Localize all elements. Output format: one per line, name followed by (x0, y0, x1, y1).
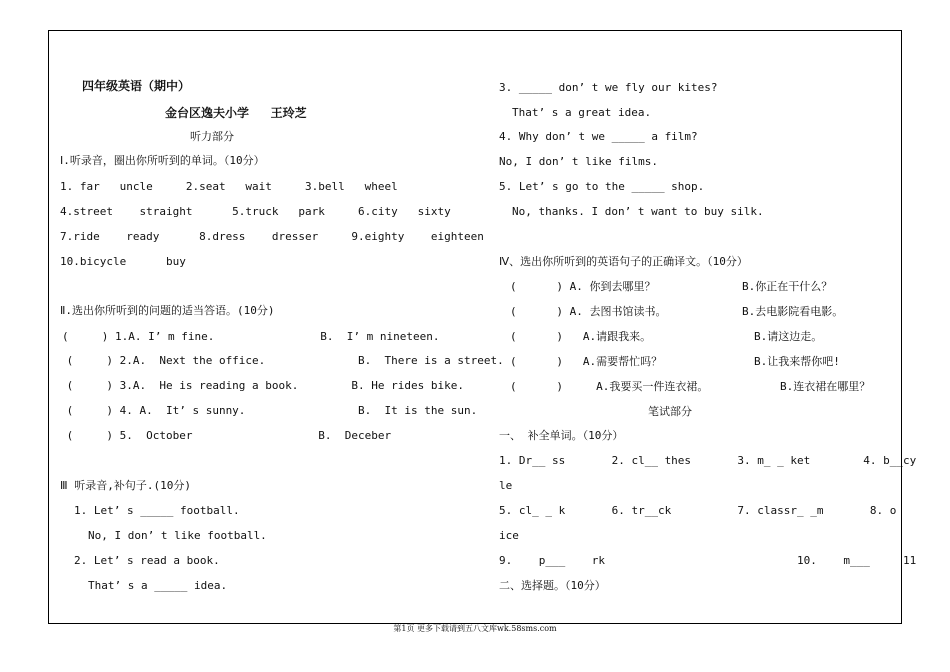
sec2-row: ( ) 2.A. Next the office. B. There is a street. (60, 354, 504, 367)
sec4-row-a: ( ) A.我要买一件连衣裙。 (510, 380, 709, 393)
sec3-row: No, I don’ t like films. (499, 155, 658, 168)
written-sec2-instruction: 二、选择题。（10分） (499, 579, 606, 592)
written-sec1-row: 9. p___ rk 10. m___ 11 (499, 554, 917, 567)
doc-title: 四年级英语（期中） (82, 79, 191, 93)
school-author: 金台区逸夫小学 王玲芝 (165, 106, 307, 120)
sec3-row: 2. Let’ s read a book. (74, 554, 220, 567)
sec4-row-a: ( ) A. 你到去哪里？ (510, 280, 656, 293)
sec1-instruction: Ⅰ.听录音，圈出你所听到的单词。（10分） (60, 154, 265, 167)
sec1-row: 7.ride ready 8.dress dresser 9.eighty eighteen (60, 230, 484, 243)
written-sec1-row: 5. cl_ _ k 6. tr__ck 7. classr_ _m 8. o (499, 504, 897, 517)
page-footer: 第1页 更多下载请到五八文库wk.58sms.com (393, 624, 557, 633)
sec2-row: ( ) 3.A. He is reading a book. B. He rides bike. (60, 379, 464, 392)
sec2-instruction: Ⅱ.选出你所听到的问题的适当答语。(10分) (60, 304, 275, 317)
sec3-row: That’ s a great idea. (512, 106, 652, 119)
sec2-row: ( ) 1.A. I’ m fine. B. I’ m nineteen. (62, 330, 440, 343)
listening-heading: 听力部分 (190, 130, 234, 143)
sec4-row-b: B.去电影院看电影。 (742, 305, 844, 318)
sec4-row-b: B.让我来帮你吧! (754, 355, 840, 368)
written-sec1-row: ice (499, 529, 519, 542)
written-sec1-row: le (499, 479, 513, 492)
sec3-instruction: Ⅲ 听录音,补句子.(10分) (60, 479, 191, 492)
sec4-row-a: ( ) A.请跟我来。 (510, 330, 652, 343)
sec4-row-b: B.你正在干什么？ (742, 280, 833, 293)
sec2-row: ( ) 5. October B. Deceber (60, 429, 392, 442)
sec3-row: 3. _____ don’ t we fly our kites? (499, 81, 718, 94)
sec4-instruction: Ⅳ、选出你所听到的英语句子的正确译文。（10分） (499, 255, 748, 268)
sec2-row: ( ) 4. A. It’ s sunny. B. It is the sun. (60, 404, 478, 417)
sec4-row-b: B.连衣裙在哪里？ (780, 380, 871, 393)
sec3-row: That’ s a _____ idea. (88, 579, 228, 592)
sec4-row-a: ( ) A. 去图书馆读书。 (510, 305, 667, 318)
written-sec1-row: 1. Dr__ ss 2. cl__ thes 3. m_ _ ket 4. b__cy (499, 454, 917, 467)
sec1-row: 1. far uncle 2.seat wait 3.bell wheel (60, 180, 398, 193)
sec4-row-a: ( ) A.需要帮忙吗？ (510, 355, 663, 368)
sec3-row: 1. Let’ s _____ football. (74, 504, 240, 517)
sec3-row: 4. Why don’ t we _____ a film? (499, 130, 698, 143)
written-sec1-instruction: 一、 补全单词。（10分） (499, 429, 624, 442)
sec3-row: No, I don’ t like football. (88, 529, 267, 542)
sec3-row: 5. Let’ s go to the _____ shop. (499, 180, 705, 193)
sec3-row: No, thanks. I don’ t want to buy silk. (512, 205, 764, 218)
sec1-row: 10.bicycle buy (60, 255, 186, 268)
sec1-row: 4.street straight 5.truck park 6.city sixty (60, 205, 451, 218)
written-heading: 笔试部分 (648, 405, 692, 418)
sec4-row-b: B.请这边走。 (754, 330, 823, 343)
